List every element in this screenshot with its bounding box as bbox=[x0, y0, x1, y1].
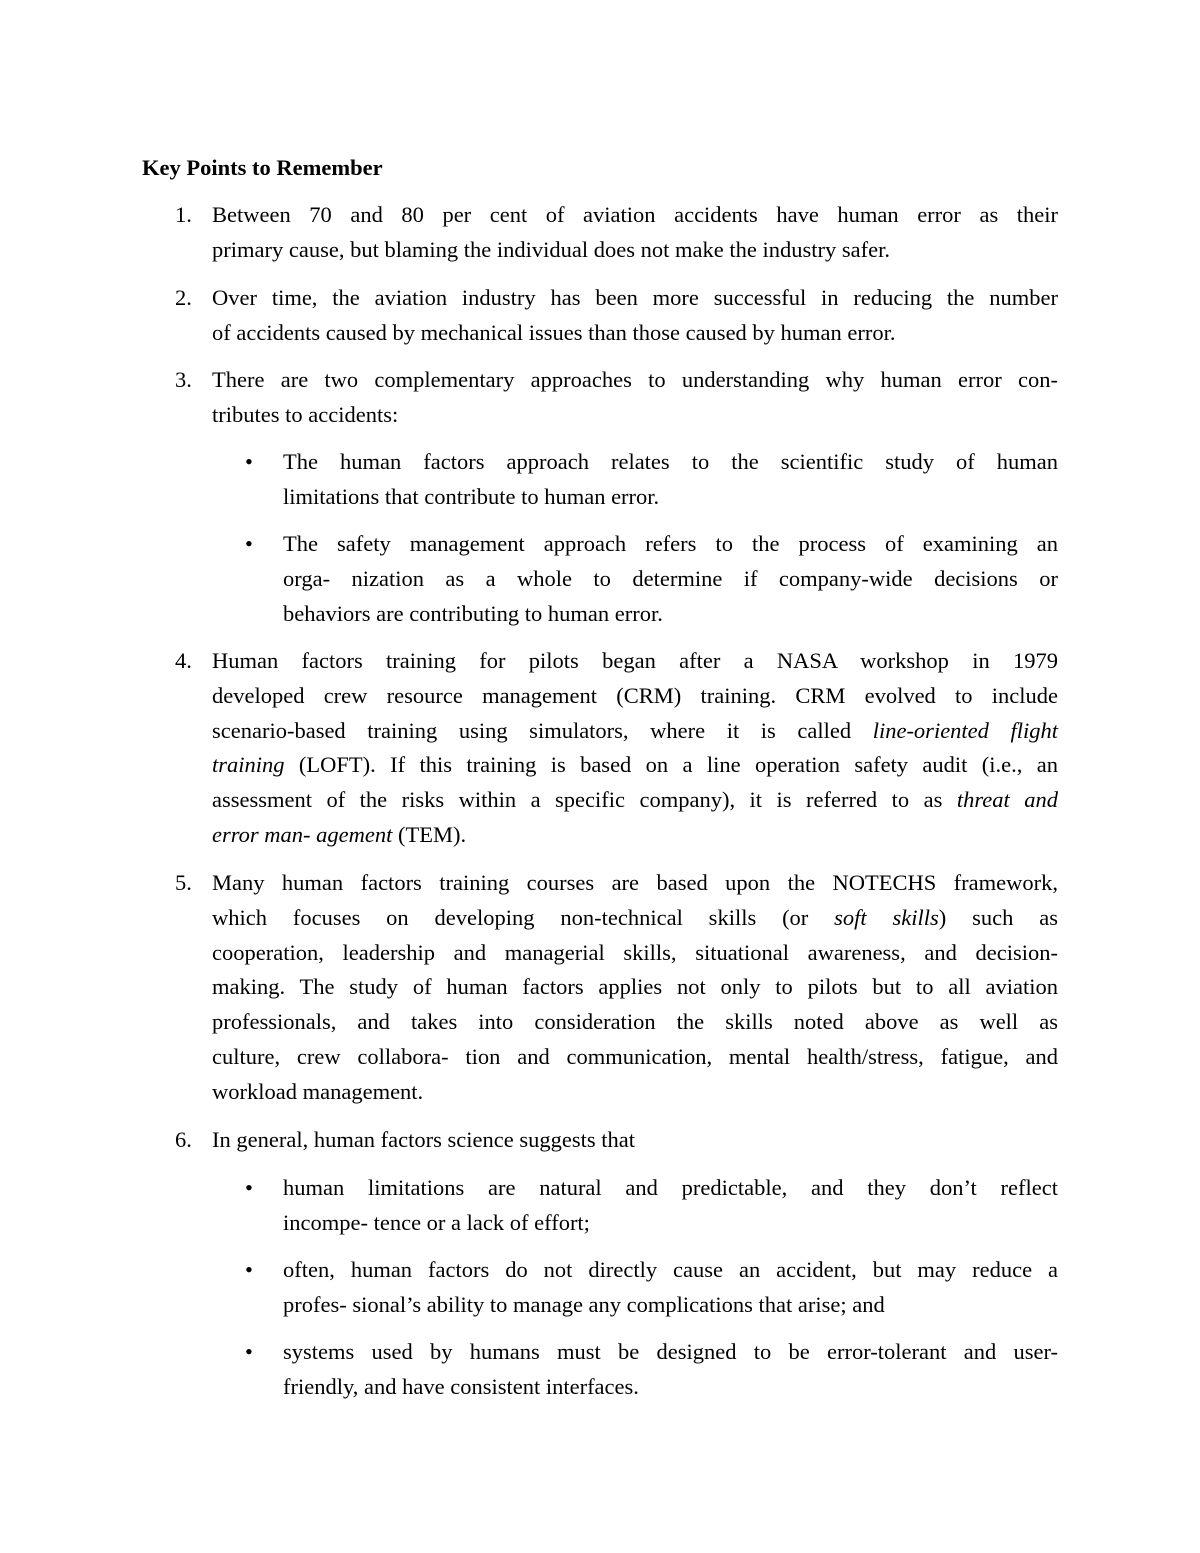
list-item-2 bbox=[142, 281, 1058, 351]
list-item-3 bbox=[142, 363, 1058, 433]
text-line: cooperation, leadership and managerial skills, situational awareness, and decision- bbox=[212, 939, 1058, 965]
bullet-item bbox=[142, 527, 1058, 631]
text-line bbox=[212, 748, 1058, 783]
bullet-item bbox=[142, 1171, 1058, 1241]
text-line: limitations that contribute to human error. bbox=[283, 483, 660, 509]
text-line bbox=[212, 818, 1058, 853]
page-heading: Key Points to Remember bbox=[142, 155, 383, 180]
text-line bbox=[212, 783, 1058, 818]
list-item-6 bbox=[142, 1123, 1058, 1158]
text-line: primary cause, but blaming the individual does not make the industry safer. bbox=[212, 236, 890, 262]
text-line bbox=[212, 714, 1058, 749]
text-line: Between 70 and 80 per cent of aviation accidents have human error as their bbox=[212, 202, 1058, 227]
text-line: professionals, and takes into consideration the skills noted above as well as bbox=[212, 1009, 1058, 1035]
text-line: The human factors approach relates to the scientific study of human bbox=[283, 449, 1058, 474]
text-run: assessment of the risks within a specific company), it is referred to as bbox=[212, 787, 957, 813]
text-line: often, human factors do not directly cause an accident, but may reduce a bbox=[283, 1257, 1058, 1282]
text-line: profes- sional’s ability to manage any complications that arise; and bbox=[283, 1291, 885, 1317]
list-number: 6. bbox=[175, 1127, 192, 1152]
list-number: 3. bbox=[175, 367, 192, 392]
text-line: workload management. bbox=[212, 1078, 424, 1104]
bullet-icon: • bbox=[245, 1175, 253, 1200]
text-line: culture, crew collabora- tion and communication, mental health/stress, fatigue, and bbox=[212, 1043, 1058, 1069]
italic-term: soft skills bbox=[834, 904, 939, 930]
bullet-icon: • bbox=[245, 1339, 253, 1364]
list-item-4 bbox=[142, 644, 1058, 853]
text-line: of accidents caused by mechanical issues than those caused by human error. bbox=[212, 319, 896, 345]
text-line: making. The study of human factors applies not only to pilots but to all aviation bbox=[212, 974, 1058, 1000]
italic-term: error man- agement bbox=[212, 821, 393, 847]
text-line: There are two complementary approaches to understanding why human error con- bbox=[212, 367, 1058, 392]
text-run: (TEM). bbox=[392, 821, 467, 847]
text-line: In general, human factors science suggests that bbox=[212, 1127, 635, 1152]
text-line: systems used by humans must be designed to be error-tolerant and user- bbox=[283, 1339, 1058, 1364]
list-item-1 bbox=[142, 198, 1058, 268]
italic-term: threat and bbox=[956, 787, 1058, 813]
italic-term: training bbox=[212, 752, 285, 778]
text-line bbox=[212, 901, 1058, 936]
text-run: which focuses on developing non-technical skills (or bbox=[212, 904, 835, 930]
list-number: 4. bbox=[175, 648, 192, 673]
italic-term: line-oriented flight bbox=[872, 717, 1059, 743]
text-line: friendly, and have consistent interfaces. bbox=[283, 1373, 639, 1399]
text-line: developed crew resource management (CRM) training. CRM evolved to include bbox=[212, 682, 1058, 708]
bullet-item bbox=[142, 445, 1058, 515]
text-line: behaviors are contributing to human error. bbox=[283, 600, 663, 626]
text-run: (LOFT). If this training is based on a line operation safety audit (i.e., an bbox=[284, 752, 1058, 778]
text-run: ) such as bbox=[938, 904, 1058, 930]
bullet-icon: • bbox=[245, 1257, 253, 1282]
text-line: human limitations are natural and predictable, and they don’t reflect bbox=[283, 1175, 1058, 1200]
text-line: The safety management approach refers to the process of examining an bbox=[283, 531, 1058, 556]
text-line: tributes to accidents: bbox=[212, 401, 399, 427]
list-number: 5. bbox=[175, 870, 192, 895]
bullet-item bbox=[142, 1335, 1058, 1405]
text-line: incompe- tence or a lack of effort; bbox=[283, 1209, 590, 1235]
text-line: orga- nization as a whole to determine if company-wide decisions or bbox=[283, 565, 1058, 591]
text-line: Over time, the aviation industry has been more successful in reducing the number bbox=[212, 285, 1058, 310]
list-number: 1. bbox=[175, 202, 192, 227]
bullet-icon: • bbox=[245, 531, 253, 556]
text-run: scenario-based training using simulators, where it is called bbox=[212, 717, 873, 743]
bullet-item bbox=[142, 1253, 1058, 1323]
bullet-icon: • bbox=[245, 449, 253, 474]
text-line: Human factors training for pilots began after a NASA workshop in 1979 bbox=[212, 648, 1058, 673]
text-line: Many human factors training courses are based upon the NOTECHS framework, bbox=[212, 870, 1058, 895]
list-number: 2. bbox=[175, 285, 192, 310]
list-item-5 bbox=[142, 866, 1058, 1110]
